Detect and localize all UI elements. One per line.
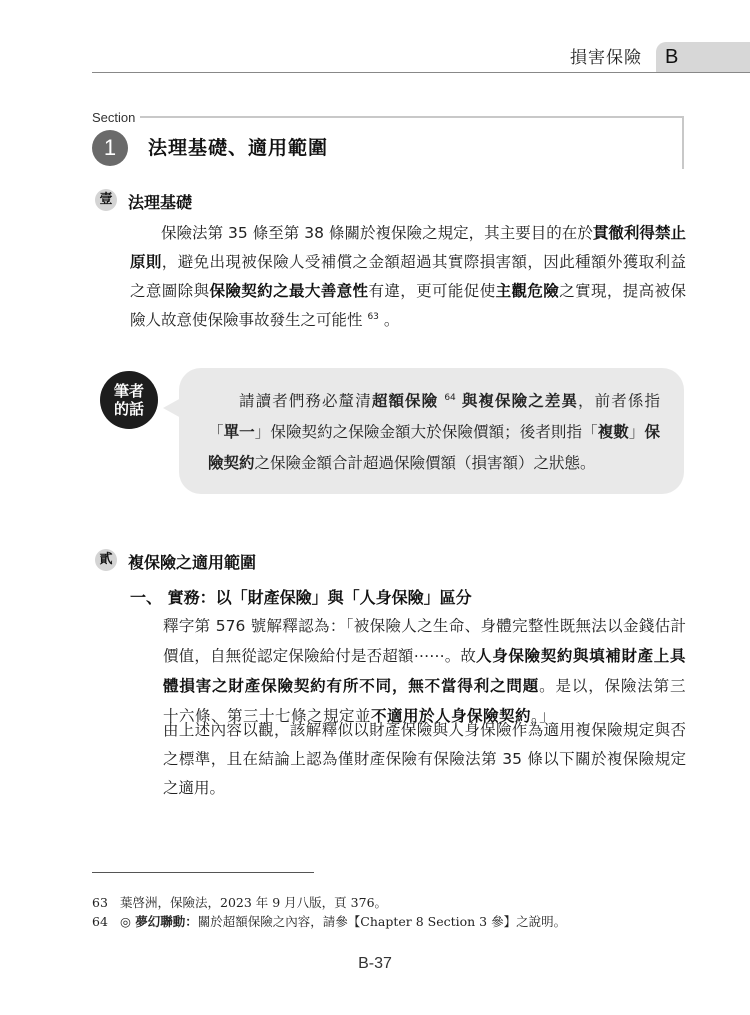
header-divider xyxy=(92,72,750,73)
footnote-divider xyxy=(92,872,314,873)
section-frame-top xyxy=(140,116,684,118)
chapter-tab-letter: B xyxy=(665,46,679,68)
part2-paragraph: 由上述內容以觀，該解釋似以財產保險與人身保險作為適用複保險規定與否之標準，且在結論上認為僅財產保險有保險法第 35 條以下關於複保險規定之適用。 xyxy=(163,721,686,797)
part1-title: 法理基礎 xyxy=(128,193,193,212)
footnote-ref-63[interactable]: 63 xyxy=(367,312,379,322)
part2-subheading: 一、 實務：以「財產保險」與「人身保險」區分 xyxy=(130,588,472,607)
footnote-63: 63 葉啓洲，保險法，2023 年 9 月八版，頁 376。 xyxy=(92,895,388,910)
section-frame-right xyxy=(682,116,684,169)
part1-badge: 壹 xyxy=(95,189,117,211)
page-number: B-37 xyxy=(358,955,392,972)
footnote-64: 64 ◎ 夢幻聯動：關於超額保險之內容，請參【Chapter 8 Section 3 參】之說明。 xyxy=(92,914,567,929)
section-title: 法理基礎、適用範圍 xyxy=(148,137,329,159)
interpretation-quote: 釋字第 576 號解釋認為：「被保險人之生命、身體完整性既無法以金錢估計價值，自無從認定保險給付是否超額⋯⋯。故人身保險契約與填補財產上具體損害之財產保險契約有所不同，無不當得利之問題。是以，保險法第三十六條、第三十七條之規定並不適用於人身保險契約。」 xyxy=(163,617,686,725)
author-note-badge: 筆者 的話 xyxy=(100,371,158,429)
section-label: Section xyxy=(92,110,136,125)
chapter-title: 損害保險 xyxy=(570,48,642,68)
footnote-ref-64[interactable]: 64 xyxy=(444,393,456,403)
section-number-badge: 1 xyxy=(92,130,128,166)
part1-paragraph: 保險法第 35 條至第 38 條關於複保險之規定，其主要目的在於貫徹利得禁止原則，避免出現被保險人受補償之金額超過其實際損害額，因此種額外獲取利益之意圖除與保險契約之最大善意性有違，更可能促使主觀危險之實現，提高被保險人故意使保險事故發生之可能性 $^{63}$ 。 xyxy=(130,224,686,329)
part2-title: 複保險之適用範圍 xyxy=(128,553,257,572)
note-text: 請讀者們務必釐清超額保險 $^{64}$ 與複保險之差異，前者係指「單一」保險契約之保險金額大於保險價額；後者則指「複數」保險契約之保險金額合計超過保險價額（損害額）之狀態。 xyxy=(208,392,660,472)
part2-badge: 貳 xyxy=(95,549,117,571)
chapter-tab xyxy=(656,42,750,73)
